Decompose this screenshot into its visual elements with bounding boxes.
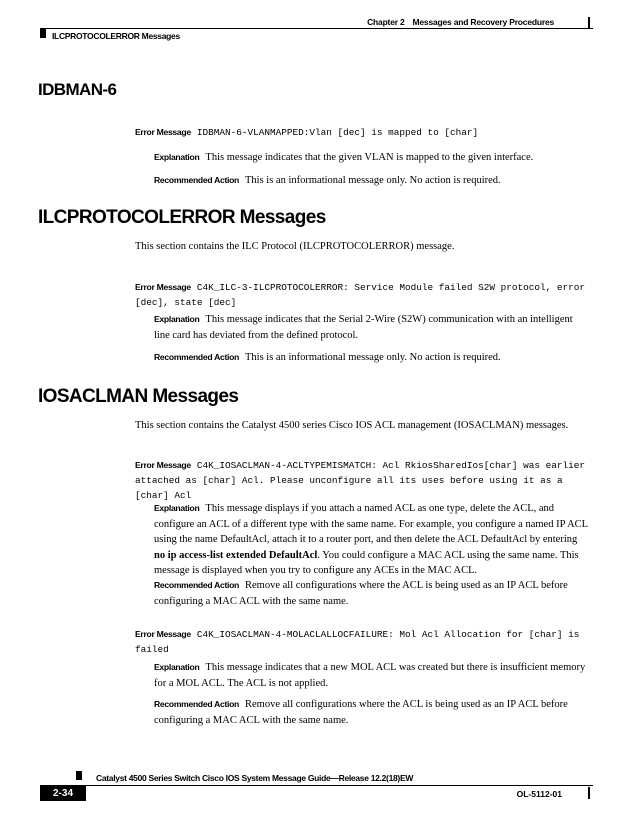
error-message-ilcprotocolerror [135,280,590,310]
explanation-text: This message indicates that a new MOL ACL was created but there is insufficient memory for a MOL ACL. The ACL is not applied. [154,662,586,689]
action-molaclallocfailure [154,697,590,728]
recommended-action-label: Recommended Action [154,352,240,362]
error-code: C4K_ILC-3-ILCPROTOCOLERROR: Service Module failed S2W protocol, error [dec], state [dec] [135,282,586,308]
recommended-action-label: Recommended Action [154,580,240,590]
header-section-title: ILCPROTOCOLERROR Messages [52,31,180,41]
action-idbman [154,173,590,189]
explanation-text-part1: This message displays if you attach a named ACL as one type, delete the ACL, and configure an ACL of a different type with the same name. For example, you configure a named IP ACL using the name DefaultAcl, attach it to a router port, and then delete the ACL DefaultAcl by entering [154,503,588,545]
footer-guide-title: Catalyst 4500 Series Switch Cisco IOS System Message Guide—Release 12.2(18)EW [96,773,414,783]
recommended-action-text: Remove all configurations where the ACL is being used as an IP ACL before configuring a MAC ACL with the same name. [154,580,568,607]
error-message-label: Error Message [135,127,191,137]
error-message-acltypemismatch [135,458,590,503]
explanation-text-part2: . You could configure a MAC ACL using the same name. This message is displayed when you try to configure any ACEs in the MAC ACL. [154,549,579,576]
explanation-label: Explanation [154,152,200,162]
explanation-label: Explanation [154,314,200,324]
recommended-action-label: Recommended Action [154,175,240,185]
error-code: IDBMAN-6-VLANMAPPED:Vlan [dec] is mapped to [char] [196,127,479,138]
heading-idbman: IDBMAN-6 [38,80,117,99]
explanation-acltypemismatch [154,501,590,579]
intro-ilcprotocolerror: This section contains the ILC Protocol (ILCPROTOCOLERROR) message. [135,241,455,252]
page-number: 2-34 [40,786,86,801]
chapter-number: Chapter 2 [367,17,405,27]
document-number: OL-5112-01 [516,789,562,799]
explanation-text: This message indicates that the Serial 2-Wire (S2W) communication with an intelligent line card has deviated from the defined protocol. [154,314,573,341]
explanation-molaclallocfailure [154,660,590,691]
heading-iosaclman: IOSACLMAN Messages [38,386,239,407]
explanation-text: This message indicates that the given VLAN is mapped to the given interface. [205,152,534,163]
footer-rule [40,785,593,786]
header-chapter [367,17,554,27]
error-message-molaclallocfailure [135,627,590,657]
error-message-label: Error Message [135,629,191,639]
explanation-idbman [154,150,590,166]
command-text: no ip access-list extended DefaultAcl [154,549,318,561]
chapter-title: Messages and Recovery Procedures [412,17,554,27]
footer-vertical-bar [588,787,590,799]
action-acltypemismatch [154,578,590,609]
explanation-label: Explanation [154,662,200,672]
error-message-label: Error Message [135,460,191,470]
error-code: C4K_IOSACLMAN-4-ACLTYPEMISMATCH: Acl RkiosSharedIos[char] was earlier attached as [char] Acl. Please unconfigure all its uses before using it as a [char] Acl [135,460,586,501]
error-message-idbman [135,125,590,140]
explanation-label: Explanation [154,503,200,513]
action-ilcprotocolerror [154,350,590,366]
error-message-label: Error Message [135,282,191,292]
error-code: C4K_IOSACLMAN-4-MOLACLALLOCFAILURE: Mol Acl Allocation for [char] is failed [135,629,580,655]
recommended-action-text: This is an informational message only. No action is required. [245,175,501,186]
explanation-ilcprotocolerror [154,312,590,343]
header-section-marker [40,29,46,38]
recommended-action-label: Recommended Action [154,699,240,709]
intro-iosaclman: This section contains the Catalyst 4500 series Cisco IOS ACL management (IOSACLMAN) messages. [135,420,569,431]
footer-marker [76,771,82,780]
heading-ilcprotocolerror: ILCPROTOCOLERROR Messages [38,207,326,228]
recommended-action-text: This is an informational message only. No action is required. [245,352,501,363]
header-rule [40,28,593,29]
recommended-action-text: Remove all configurations where the ACL is being used as an IP ACL before configuring a MAC ACL with the same name. [154,699,568,726]
